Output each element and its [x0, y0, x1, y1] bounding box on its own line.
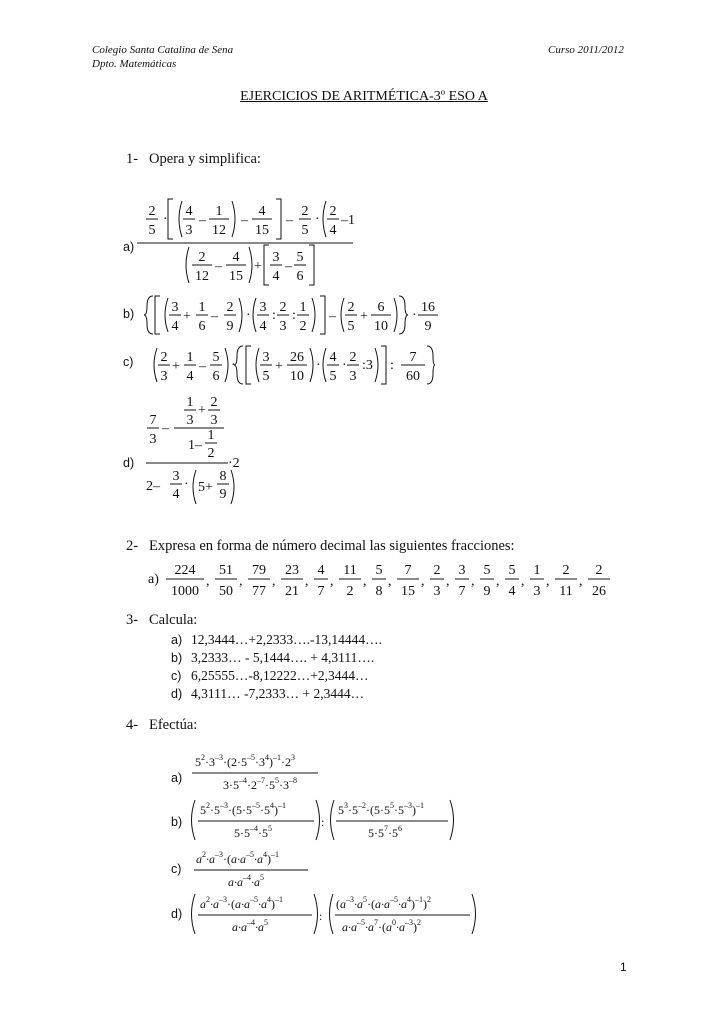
- svg-text:2: 2: [329, 204, 337, 219]
- svg-text:3: 3: [149, 432, 157, 447]
- svg-text:6: 6: [377, 300, 385, 315]
- svg-text:3: 3: [186, 413, 194, 428]
- svg-text:a2·a–3·(a·a–5·a4)–1: $a^2\cdot a^{-3}\cdot(a\cdot a^{-5}\cdot a^4)^{-1}$: [196, 850, 279, 866]
- svg-text:9: 9: [226, 319, 234, 334]
- formula-4c: [190, 846, 330, 892]
- svg-text:+: +: [172, 359, 180, 374]
- exercise-1-label-d: d): [123, 456, 135, 470]
- fraction-denominator: 3: [533, 584, 541, 599]
- formula-1b-tail: [410, 290, 450, 340]
- svg-text:–: –: [329, 309, 336, 324]
- svg-text:10: 10: [290, 369, 304, 384]
- svg-text:1: 1: [186, 350, 194, 365]
- svg-text::3: :3: [362, 358, 373, 373]
- svg-text:2: 2: [148, 204, 156, 219]
- svg-text:3: 3: [210, 413, 218, 428]
- svg-text:5: 5: [212, 350, 220, 365]
- svg-text:–: –: [162, 421, 169, 436]
- fraction-denominator: 21: [285, 584, 299, 599]
- fraction-separator: ,: [206, 574, 210, 589]
- svg-text:4: 4: [186, 369, 194, 384]
- fraction-numerator: 51: [219, 563, 233, 578]
- fraction-separator: ,: [521, 574, 525, 589]
- svg-text:2: 2: [160, 350, 168, 365]
- svg-text:–: –: [211, 309, 218, 324]
- svg-text:4: 4: [232, 250, 240, 265]
- fraction-numerator: 1: [533, 563, 541, 578]
- fraction-separator: ,: [579, 574, 583, 589]
- fraction-denominator: 2: [346, 584, 354, 599]
- department-name: Dpto. Matemáticas: [92, 58, 177, 70]
- svg-text:1: 1: [198, 300, 206, 315]
- svg-text:–: –: [199, 359, 206, 374]
- svg-text:4: 4: [172, 487, 180, 502]
- exercise-2-text: Expresa en forma de número decimal las siguientes fracciones:: [149, 538, 515, 554]
- fraction-numerator: 11: [343, 563, 357, 578]
- svg-text:3: 3: [172, 469, 180, 484]
- fraction-denominator: 4: [508, 584, 516, 599]
- exercise-3b-label: b): [171, 651, 183, 665]
- svg-text:–: –: [241, 213, 248, 228]
- svg-text:–: –: [285, 259, 292, 274]
- svg-text:2: 2: [198, 250, 206, 265]
- fraction-numerator: 2: [595, 563, 603, 578]
- svg-text:3: 3: [279, 319, 287, 334]
- svg-text:6: 6: [198, 319, 206, 334]
- fraction-numerator: 3: [458, 563, 466, 578]
- svg-text:5+: 5+: [198, 480, 213, 495]
- svg-text:5: 5: [347, 319, 355, 334]
- svg-text:a2·a–3·(a·a–5·a4)–1: $a^2\cdot a^{-3}\cdot(a\cdot a^{-5}\cdot a^4)^{-1}$: [200, 895, 283, 911]
- svg-text:+: +: [254, 259, 262, 274]
- svg-text:9: 9: [219, 487, 227, 502]
- svg-text:·: ·: [246, 308, 251, 323]
- svg-text:4: 4: [329, 223, 337, 238]
- fraction-separator: ,: [363, 574, 367, 589]
- svg-text:1: 1: [186, 395, 194, 410]
- svg-text:52·3–3·(2·5–5·34)–1·23: $5^2\cdot 3^{-3}\cdot(2\cdot 5^{-5}\cdot 3^4)^{-1}\cdot 2^3$: [195, 753, 295, 769]
- exercise-4-text: Efectúa:: [149, 717, 198, 733]
- svg-text:·: ·: [184, 477, 189, 492]
- svg-text:·: ·: [231, 358, 236, 373]
- fraction-denominator: 9: [483, 584, 491, 599]
- formula-4b: [186, 796, 466, 844]
- formula-1b: [145, 290, 415, 340]
- exercise-3a-label: a): [171, 633, 183, 647]
- fraction-denominator: 7: [317, 584, 325, 599]
- svg-text:4: 4: [258, 204, 266, 219]
- svg-text:·: ·: [342, 358, 347, 373]
- svg-text:+: +: [275, 359, 283, 374]
- formula-1d: [140, 390, 260, 510]
- svg-text:7: 7: [149, 413, 157, 428]
- fraction-separator: ,: [446, 574, 450, 589]
- formula-4d: [186, 890, 486, 940]
- svg-text:5: 5: [296, 250, 304, 265]
- svg-text:4: 4: [272, 269, 280, 284]
- exercise-4-label-d: d): [171, 907, 183, 921]
- svg-text:12: 12: [195, 269, 209, 284]
- exercise-3d-label: d): [171, 687, 183, 701]
- svg-text:16: 16: [421, 300, 435, 315]
- svg-text:26: 26: [290, 350, 304, 365]
- svg-text:3: 3: [349, 369, 357, 384]
- fraction-denominator: 7: [458, 584, 466, 599]
- fraction-numerator: 224: [174, 563, 196, 578]
- page-number: 1: [620, 960, 627, 974]
- svg-text:2: 2: [226, 300, 234, 315]
- svg-text:3·5–4·2–7·55·3–8: $3\cdot 5^{-4}\cdot 2^{-7}\cdot 5^5\cdot 3^{-8}$: [223, 776, 297, 792]
- exercise-1-label-a: a): [123, 240, 135, 254]
- svg-text:2: 2: [279, 300, 287, 315]
- fraction-separator: ,: [546, 574, 550, 589]
- svg-text:+: +: [360, 309, 368, 324]
- svg-text:3: 3: [185, 223, 193, 238]
- exercise-4-number: 4-: [126, 717, 139, 733]
- exercise-4-label-b: b): [171, 815, 183, 829]
- svg-text:15: 15: [229, 269, 243, 284]
- svg-text::: :: [390, 358, 394, 373]
- exercise-3c-label: c): [171, 669, 182, 683]
- svg-text:–1: –1: [341, 213, 355, 228]
- school-name: Colegio Santa Catalina de Sena: [92, 44, 234, 56]
- formula-1c: [145, 340, 435, 390]
- svg-text:4: 4: [259, 319, 267, 334]
- svg-text:(a–3·a5·(a·a–5·a4)–1)2: $(a^{-3}\cdot a^5\cdot(a\cdot a^{-5}\cdot a^4)^{-1})^2$: [336, 895, 431, 911]
- svg-text:+: +: [198, 403, 206, 418]
- fraction-separator: ,: [496, 574, 500, 589]
- exercise-2-label-a: a): [148, 572, 159, 587]
- fraction-separator: ,: [272, 574, 276, 589]
- svg-text:4: 4: [329, 350, 337, 365]
- svg-text:·: ·: [315, 212, 320, 227]
- svg-text::: :: [321, 815, 325, 829]
- course-year: Curso 2011/2012: [548, 44, 624, 56]
- svg-text:1: 1: [299, 300, 307, 315]
- exercise-1-text: Opera y simplifica:: [149, 151, 261, 167]
- fraction-separator: ,: [421, 574, 425, 589]
- svg-text:–: –: [286, 213, 293, 228]
- fraction-separator: ,: [239, 574, 243, 589]
- exercise-2-fractions: [160, 555, 606, 605]
- exercise-3b-text: 3,2333… - 5,1444…. + 4,3111….: [191, 650, 375, 665]
- fraction-denominator: 1000: [171, 584, 199, 599]
- svg-text:a·a–4·a5: $a\cdot a^{-4}\cdot a^5$: [228, 873, 264, 889]
- svg-text:4: 4: [171, 319, 179, 334]
- svg-text::: :: [292, 308, 296, 323]
- fraction-numerator: 7: [404, 563, 412, 578]
- exercise-4-label-a: a): [171, 771, 183, 785]
- fraction-separator: ,: [305, 574, 309, 589]
- fraction-denominator: 3: [433, 584, 441, 599]
- svg-text:·: ·: [316, 358, 321, 373]
- fraction-denominator: 50: [219, 584, 233, 599]
- exercise-4-label-c: c): [171, 862, 182, 876]
- svg-text:3: 3: [259, 300, 267, 315]
- svg-text:15: 15: [255, 223, 269, 238]
- svg-text:2: 2: [349, 350, 357, 365]
- svg-text:3: 3: [160, 369, 168, 384]
- svg-text:4: 4: [185, 204, 193, 219]
- svg-text:2: 2: [210, 395, 218, 410]
- fraction-separator: ,: [330, 574, 334, 589]
- svg-text:7: 7: [409, 350, 417, 365]
- svg-text:–: –: [215, 259, 222, 274]
- svg-text:·: ·: [412, 308, 417, 323]
- svg-text:5·5–4·55: $5\cdot 5^{-4}\cdot 5^5$: [234, 824, 272, 840]
- fraction-numerator: 5: [508, 563, 516, 578]
- fraction-denominator: 26: [592, 584, 606, 599]
- formula-1a: [135, 193, 355, 291]
- page-title: EJERCICIOS DE ARITMÉTICA-3º ESO A: [240, 89, 488, 104]
- svg-text::: :: [319, 909, 323, 923]
- svg-text:1–: 1–: [188, 438, 202, 453]
- svg-text:+: +: [183, 309, 191, 324]
- fraction-denominator: 15: [401, 584, 415, 599]
- exercise-3a-text: 12,3444…+2,2333….-13,14444….: [191, 632, 382, 647]
- fraction-numerator: 4: [317, 563, 325, 578]
- svg-text:5: 5: [329, 369, 337, 384]
- svg-text:6: 6: [296, 269, 304, 284]
- svg-text:2: 2: [347, 300, 355, 315]
- svg-text:1: 1: [215, 204, 223, 219]
- svg-text:5: 5: [262, 369, 270, 384]
- svg-text:8: 8: [219, 469, 227, 484]
- svg-text:a·a–4·a5: $a\cdot a^{-4}\cdot a^5$: [232, 918, 268, 934]
- exercise-1-label-b: b): [123, 307, 135, 321]
- svg-text:1: 1: [207, 428, 215, 443]
- svg-text:5: 5: [301, 223, 309, 238]
- svg-text:5·57·56: $5\cdot 5^7\cdot 5^6$: [368, 824, 402, 840]
- svg-text:52·5–3·(5·5–5·54)–1: $5^2\cdot 5^{-3}\cdot(5\cdot 5^{-5}\cdot 5^4)^{-1}$: [200, 801, 286, 817]
- svg-text:10: 10: [374, 319, 388, 334]
- svg-text:a·a–5·a7·(a0·a–3)2: $a\cdot a^{-5}\cdot a^7\cdot(a^0\cdot a^{-3})^2$: [342, 918, 421, 934]
- fraction-denominator: 77: [252, 584, 266, 599]
- exercise-3c-text: 6,25555…-8,12222…+2,3444…: [191, 668, 369, 683]
- svg-text:53·5–2·(5·55·5–3)–1: $5^3\cdot 5^{-2}\cdot(5\cdot 5^5\cdot 5^{-3})^{-1}$: [338, 801, 424, 817]
- fraction-numerator: 2: [433, 563, 441, 578]
- svg-text:60: 60: [406, 369, 420, 384]
- exercise-2-number: 2-: [126, 538, 139, 554]
- formula-4a: [190, 748, 340, 796]
- svg-text:12: 12: [212, 223, 226, 238]
- fraction-numerator: 5: [375, 563, 383, 578]
- svg-text:6: 6: [212, 369, 220, 384]
- fraction-denominator: 8: [375, 584, 383, 599]
- svg-text:3: 3: [262, 350, 270, 365]
- fraction-separator: ,: [388, 574, 392, 589]
- svg-text:9: 9: [424, 319, 432, 334]
- exercise-1-number: 1-: [126, 151, 139, 167]
- fraction-denominator: 11: [559, 584, 573, 599]
- svg-text:2: 2: [207, 446, 215, 461]
- svg-text:2–: 2–: [146, 479, 160, 494]
- svg-text:·2: ·2: [228, 456, 240, 471]
- fraction-numerator: 79: [252, 563, 266, 578]
- fraction-numerator: 2: [562, 563, 570, 578]
- svg-text::: :: [272, 308, 276, 323]
- exercise-3d-text: 4,3111… -7,2333… + 2,3444…: [191, 686, 365, 701]
- exercise-3-text: Calcula:: [149, 612, 198, 628]
- svg-text:2: 2: [299, 319, 307, 334]
- svg-text:3: 3: [171, 300, 179, 315]
- svg-text:2: 2: [301, 204, 309, 219]
- svg-text:–: –: [199, 213, 206, 228]
- exercise-1-label-c: c): [123, 355, 134, 369]
- fraction-numerator: 23: [285, 563, 299, 578]
- exercise-3-number: 3-: [126, 612, 139, 628]
- fraction-numerator: 5: [483, 563, 491, 578]
- fraction-separator: ,: [471, 574, 475, 589]
- svg-text:5: 5: [148, 223, 156, 238]
- svg-text:·: ·: [163, 212, 168, 227]
- svg-text:3: 3: [272, 250, 280, 265]
